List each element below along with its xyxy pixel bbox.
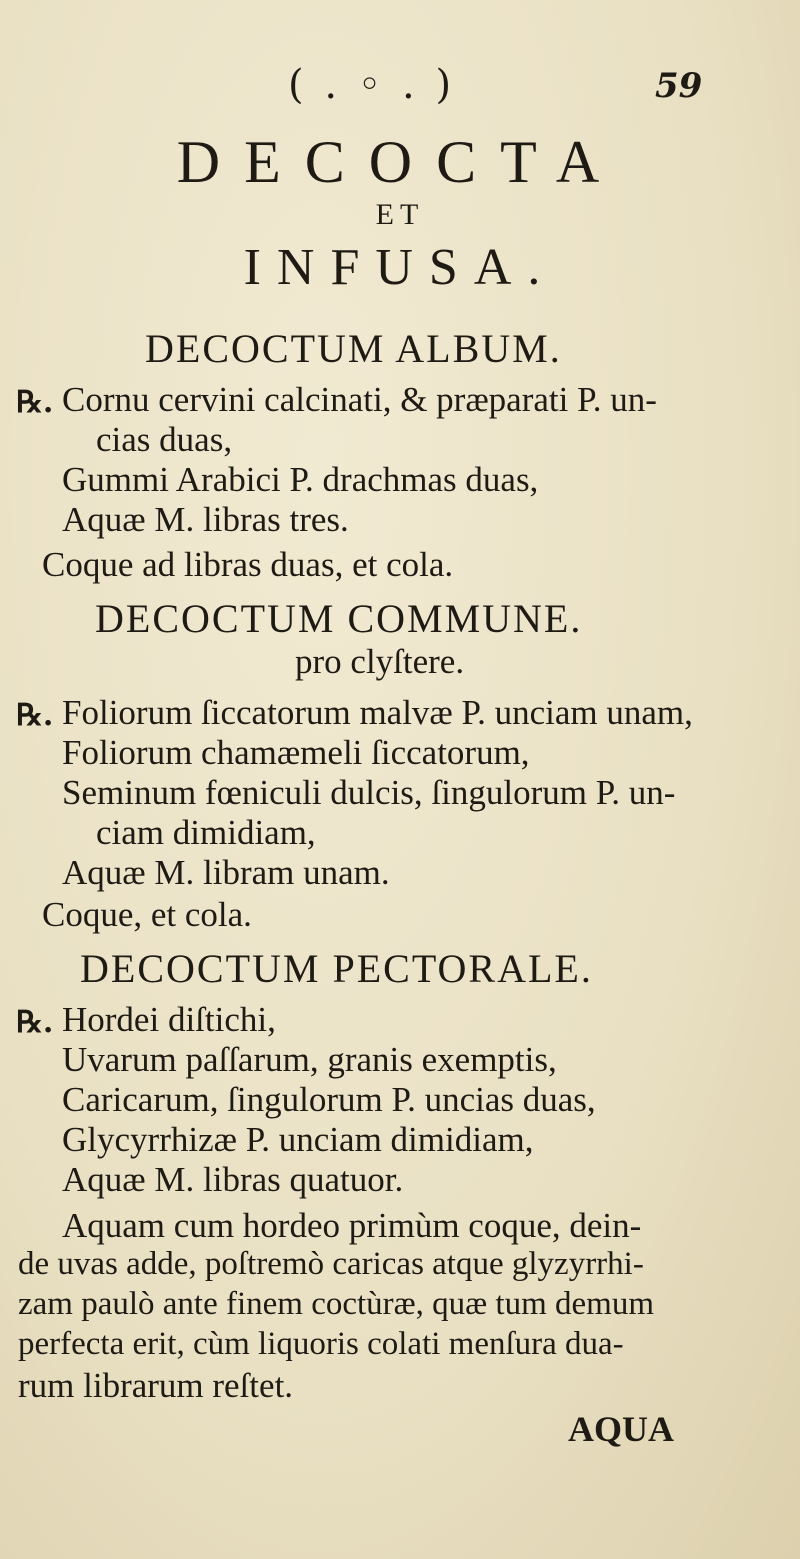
title-conjunction: ET	[375, 198, 425, 231]
recipe-symbol: ℞.	[16, 385, 54, 420]
section-subheading: pro clyſtere.	[295, 642, 465, 681]
recipe-line: Aquæ M. libras quatuor.	[62, 1160, 404, 1199]
paragraph-line: rum librarum reſtet.	[18, 1366, 294, 1405]
recipe-line: Aquæ M. libras tres.	[62, 500, 349, 539]
paragraph-line: zam paulò ante finem coctùræ, quæ tum demum	[18, 1286, 655, 1322]
section-heading-commune: DECOCTUM COMMUNE.	[95, 596, 583, 641]
recipe-instruction: Coque, et cola.	[42, 895, 252, 934]
recipe-line: Hordei diſtichi,	[62, 1000, 276, 1039]
recipe-line: ciam dimidiam,	[96, 813, 316, 852]
section-heading-pectorale: DECOCTUM PECTORALE.	[80, 946, 593, 991]
paragraph-line: perfecta erit, cùm liquoris colati menſura dua-	[18, 1326, 624, 1362]
recipe-line: Seminum fœniculi dulcis, ſingulorum P. un-	[62, 773, 676, 812]
recipe-line: Glycyrrhizæ P. unciam dimidiam,	[62, 1120, 534, 1159]
paragraph-line: de uvas adde, poſtremò caricas atque glyzyrrhi-	[18, 1246, 644, 1282]
recipe-symbol: ℞.	[16, 698, 54, 733]
recipe-line: Foliorum chamæmeli ſiccatorum,	[62, 733, 530, 772]
recipe-line: cias duas,	[96, 420, 233, 459]
page-title: DECOCTA	[176, 129, 624, 195]
paragraph-line: Aquam cum hordeo primùm coque, dein-	[62, 1206, 642, 1245]
section-heading-album: DECOCTUM ALBUM.	[145, 326, 562, 371]
recipe-line: Caricarum, ſingulorum P. uncias duas,	[62, 1080, 596, 1119]
page-number: 59	[655, 66, 703, 106]
recipe-symbol: ℞.	[16, 1005, 54, 1040]
recipe-instruction: Coque ad libras duas, et cola.	[42, 545, 454, 584]
recipe-line: Gummi Arabici P. drachmas duas,	[62, 460, 539, 499]
catchword: AQUA	[568, 1409, 674, 1449]
header-ornament: ( . ◦ . )	[288, 62, 456, 108]
recipe-line: Foliorum ſiccatorum malvæ P. unciam unam,	[62, 693, 693, 732]
recipe-line: Uvarum paſſarum, granis exemptis,	[62, 1040, 557, 1079]
recipe-line: Aquæ M. libram unam.	[62, 853, 390, 892]
title-subtitle: INFUSA.	[243, 239, 557, 296]
recipe-line: Cornu cervini calcinati, & præparati P. un-	[62, 380, 657, 419]
